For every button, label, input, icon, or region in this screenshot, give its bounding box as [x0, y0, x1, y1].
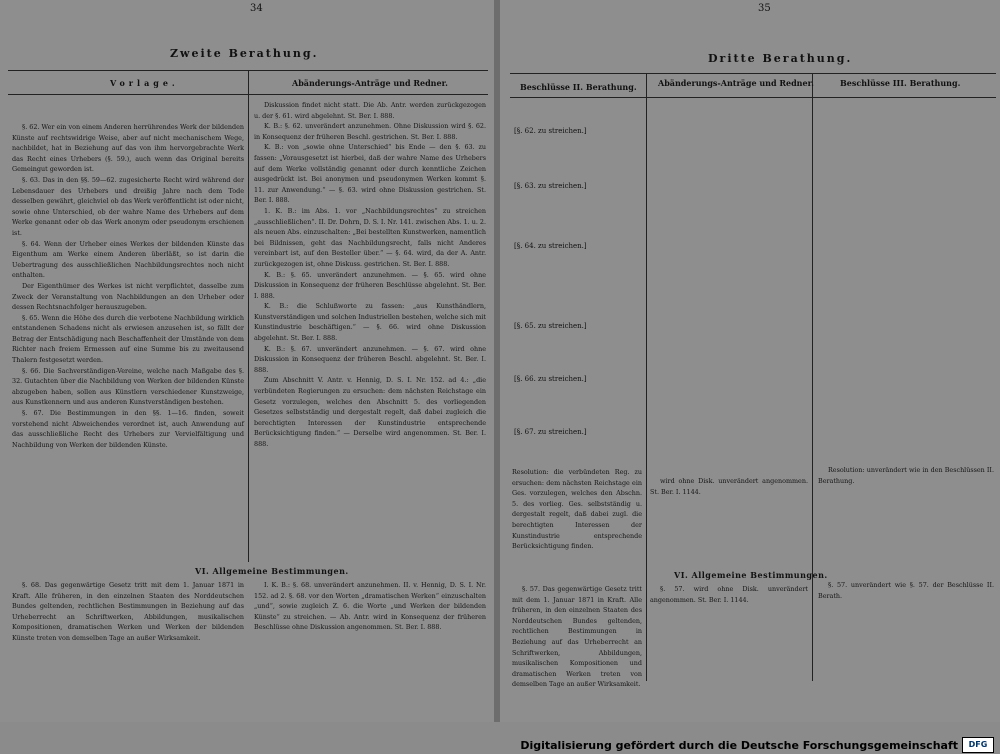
strike-63: [§. 63. zu streichen.] [514, 182, 587, 190]
strike-66: [§. 66. zu streichen.] [514, 375, 587, 383]
antrag-para: K. B.: §. 67. unverändert anzunehmen. — §. 67. wird ohne Diskussion in Konsequenz der früheren Beschl. abgelehnt. St. Ber. I. 888. [254, 344, 486, 374]
para-68-text: §. 68. Das gegenwärtige Gesetz tritt mit dem 1. Januar 1871 in Kraft. Alle früheren, in den einzelnen Staaten des Norddeutschen Bundes geltenden, rechtlichen Bestimmungen in Beziehung auf das Urheberrecht an Schriftwerken, Abbildungen, musikalischen Kompositionen, dramatischen Werken und Werken der bildenden Künste treten von demselben Tage an außer Wirksamkeit. [12, 581, 244, 642]
column-head-beschluesse-ii: Beschlüsse II. Berathung. [520, 82, 637, 92]
antrag-68-text: I. K. B.: §. 68. unverändert anzunehmen. II. v. Hennig, D. S. I. Nr. 152. ad 2. §. 68. vor den Worten „dramatischen Werken“ einzuschalten „und“, sowie zugleich Z. 6. die Worte „und Werken der bildenden Künste“ zu streichen. — Ab. Antr. wird in Konsequenz der früheren Beschlüsse ohne Diskussion angenommen. St. Ber. I. 888. [254, 581, 486, 632]
paragraph-68 [12, 580, 244, 660]
column-head-vorlage: Vorlage. [110, 78, 179, 88]
left-page-title: Zweite Berathung. [170, 47, 319, 60]
left-page [0, 0, 494, 722]
resolution-ii-text: Resolution: die verbündeten Reg. zu ersuchen: dem nächsten Reichstage ein Ges. vorzulegen, welches den Abschn. 5. des vorlieg. Ges. selbstständig u. dergestalt regelt, daß dabei zugl. die berechtigten Interessen der Kunstindustrie entsprechende Berücksichtigung finden. [512, 468, 642, 551]
vorlage-para: Der Eigenthümer des Werkes ist nicht verpflichtet, dasselbe zum Zweck der Veranstaltung von Nachbildungen an den Urheber oder dessen Rechtsnachfolger herauszugeben. [12, 281, 244, 312]
antrag-para: Zum Abschnitt V. Antr. v. Hennig, D. S. I. Nr. 152. ad 4.: „die verbündeten Regierungen zu ersuchen: dem nächsten Reichstage ein Gesetz vorzulegen, welches den Abschnitt 5. des vorliegenden Gesetzes selbstständig und dergestalt regelt, daß dabei zugleich die berechtigten Interessen der Kunstindustrie entsprechende Berücksichtigung finden.“ — Derselbe wird angenommen. St. Ber. I. 888. [254, 376, 486, 448]
strike-62: [§. 62. zu streichen.] [514, 127, 587, 135]
footer-bar [0, 722, 1000, 754]
right-section-vi-heading: VI. Allgemeine Bestimmungen. [674, 570, 828, 580]
dfg-logo-icon: DFG [962, 737, 994, 753]
antrag-para: K. B.: §. 65. unverändert anzunehmen. — §. 65. wird ohne Diskussion in Konsequenz der früheren Beschlüsse abgelehnt. St. Ber. I. 888. [254, 270, 486, 300]
footer-credit: Digitalisierung gefördert durch die Deutsche Forschungsgemeinschaft [520, 739, 958, 752]
left-section-vi-heading: VI. Allgemeine Bestimmungen. [195, 566, 349, 576]
vorlage-para: §. 62. Wer ein von einem Anderen herrührendes Werk der bildenden Künste auf rechtswidrige Weise, aber auf nicht mechanischem Wege, nachbildet, hat in Beziehung auf das von ihm hervorgebrachte Werk das Recht eines Urhebers (§. 59.), auch wenn das Original bereits Gemeingut geworden ist. [12, 123, 244, 174]
strike-64: [§. 64. zu streichen.] [514, 242, 587, 250]
right-page-title: Dritte Berathung. [708, 52, 853, 65]
right-page [500, 0, 1000, 722]
resolution-antrag [650, 476, 808, 516]
antraege-text [254, 100, 486, 562]
resolution-beschluss-iii [818, 465, 994, 505]
strike-65: [§. 65. zu streichen.] [514, 322, 587, 330]
column-head-antraege-right: Abänderungs-Anträge und Redner. [658, 78, 814, 88]
left-page-number: 34 [250, 3, 263, 14]
antrag-para: K. B.: die Schlußworte zu fassen: „aus Kunsthändlern, Kunstverständigen und solchen Industriellen bestehen, welche sich mit Kunstindustrie beschäftigen.“ — §. 66. wird ohne Diskussion abgelehnt. St. Ber. I. 888. [254, 302, 486, 343]
strike-67: [§. 67. zu streichen.] [514, 428, 587, 436]
vorlage-text [12, 122, 244, 560]
antrag-para: K. B.: von „sowie ohne Unterschied“ bis Ende — den §. 63. zu fassen: „Vorausgesetzt ist hierbei, daß der wahre Name des Urhebers auf dem Werke vollständig genannt oder durch kenntliche Zeichen ausgedrückt ist. Bei anonymen und pseudonymen Werken kommt §. 11. zur Anwendung.“ — §. 63. wird ohne Diskussion gestrichen. St. Ber. I. 888. [254, 143, 486, 205]
right-header-rule [510, 97, 996, 98]
column-head-beschluesse-iii: Beschlüsse III. Berathung. [840, 78, 961, 88]
beschluss-57-text: §. 57. unverändert wie §. 57. der Beschlüsse II. Berath. [818, 581, 994, 600]
antrag-57-text: §. 57. wird ohne Disk. unverändert angenommen. St. Ber. I. 1144. [650, 585, 808, 604]
antrag-68 [254, 580, 486, 660]
para-57-text: §. 57. Das gegenwärtige Gesetz tritt mit dem 1. Januar 1871 in Kraft. Alle früheren, in den einzelnen Staaten des Norddeutschen Bundes geltenden, rechtlichen Bestimmungen in Beziehung auf das Urheberrecht an Schriftwerken, Abbildungen, musikalischen Kompositionen und dramatischen Werken treten von demselben Tage an außer Wirksamkeit. [512, 585, 642, 689]
right-page-number: 35 [758, 3, 771, 14]
vorlage-para: §. 63. Das in den §§. 59—62. zugesicherte Recht wird während der Lebensdauer des Urhebers und dreißig Jahre nach dem Tode desselben gewährt, gleichviel ob das Werk veröffentlicht ist oder nicht, sowie ohne Unterschied, ob der wahre Name des Urhebers auf dem Werke genannt oder ob das Werk anonym oder pseudonym erschienen ist. [12, 175, 244, 237]
vorlage-para: §. 67. Die Bestimmungen in den §§. 1—16. finden, soweit vorstehend nicht Abweichendes verordnet ist, auch Anwendung auf das ausschließliche Recht des Urhebers zur Vervielfältigung und Nachbildung von Werken der bildenden Künste. [12, 409, 244, 449]
vorlage-para: §. 64. Wenn der Urheber eines Werkes der bildenden Künste das Eigenthum am Werke einem Anderen überläßt, so ist darin die Uebertragung des ausschließlichen Nachbildungsrechtes noch nicht enthalten. [12, 239, 244, 280]
resolution-iii-text: Resolution: unverändert wie in den Beschlüssen II. Berathung. [818, 466, 994, 485]
antrag-para: K. B.: §. 62. unverändert anzunehmen. Ohne Diskussion wird §. 62. in Konsequenz der früheren Beschl. gestrichen. St. Ber. I. 888. [254, 122, 486, 141]
paragraph-57 [512, 584, 642, 689]
right-column-divider-1 [646, 73, 647, 681]
antrag-para: Diskussion findet nicht statt. Die Ab. Antr. werden zurückgezogen u. der §. 61. wird abgelehnt. St. Ber. I. 888. [254, 101, 486, 120]
right-column-divider-2 [812, 73, 813, 681]
right-top-rule [510, 73, 996, 74]
resolution-beschluss-ii [512, 467, 642, 567]
antrag-para: 1. K. B.: im Abs. 1. vor „Nachbildungsrechtes“ zu streichen „ausschließlichen“. II. Dr. Dohrn, D. S. I. Nr. 141. zwischen Abs. 1. u. 2. als neuen Abs. einzuschalten: „Bei bestellten Kunstwerken, namentlich bei Bildnissen, geht das Nachbildungsrecht, falls nicht Anderes vereinbart ist, auf den Besteller über.“ — §. 64. wird, da der A. Antr. zurückgezogen ist, ohne Diskuss. gestrichen. St. Ber. I. 888. [254, 206, 486, 268]
antrag-57 [650, 584, 808, 614]
vorlage-para: §. 65. Wenn die Höhe des durch die verbotene Nachbildung wirklich entstandenen Schadens nicht als erwiesen anzusehen ist, so fällt der Betrag der Entschädigung nach Beschaffenheit der Umstände von dem Richter nach freiem Ermessen auf eine Summe bis zu zweitausend Thalern festgesetzt werden. [12, 313, 244, 365]
beschluss-57 [818, 580, 994, 610]
resolution-antrag-text: wird ohne Disk. unverändert angenommen. St. Ber. I. 1144. [650, 477, 808, 496]
vorlage-para: §. 66. Die Sachverständigen-Vereine, welche nach Maßgabe des §. 32. Gutachten über die Nachbildung von Werken der bildenden Künste abzugeben haben, sollen aus Künstlern verschiedener Kunstzweige, aus Kunstkennern und aus anderen Kunstverständigen bestehen. [12, 366, 244, 407]
left-column-divider [248, 70, 249, 562]
column-head-antraege: Abänderungs-Anträge und Redner. [292, 78, 448, 88]
